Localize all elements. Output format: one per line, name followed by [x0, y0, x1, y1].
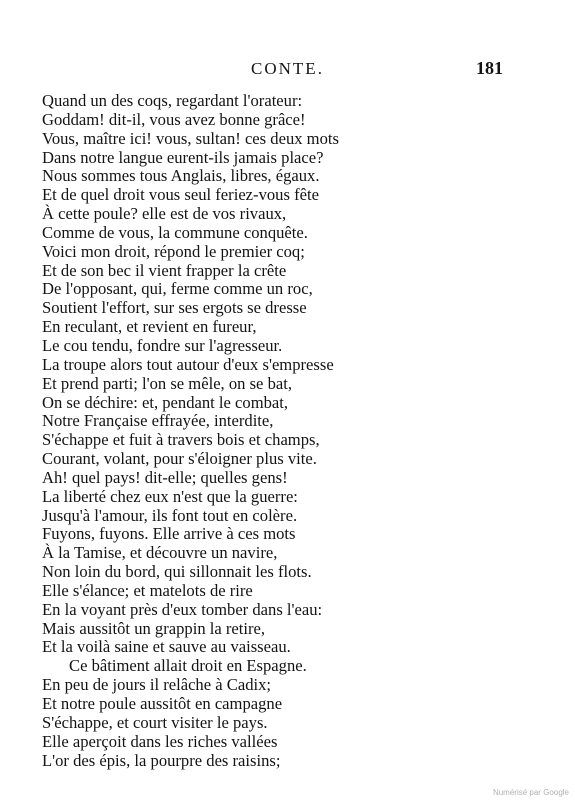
verse-line: En la voyant près d'eux tomber dans l'eau: — [42, 599, 323, 619]
verse-line: Voici mon droit, répond le premier coq; — [42, 241, 305, 261]
running-title: CONTE. — [251, 59, 324, 78]
verse-line: Jusqu'à l'amour, ils font tout en colère. — [42, 505, 298, 525]
verse-line: Elle s'élance; et matelots de rire — [42, 580, 253, 600]
verse-line: Et de quel droit vous seul feriez-vous fête — [42, 185, 319, 205]
verse-line: Comme de vous, la commune conquête. — [42, 222, 308, 242]
verse-line: On se déchire: et, pendant le combat, — [42, 392, 289, 412]
verse-line: Quand un des coqs, regardant l'orateur: — [42, 91, 303, 110]
page-number: 181 — [476, 58, 503, 78]
verse-line: La liberté chez eux n'est que la guerre: — [42, 486, 298, 506]
verse-line: Et prend parti; l'on se mêle, on se bat, — [42, 373, 292, 393]
verse-line: Ce bâtiment allait droit en Espagne. — [69, 656, 307, 676]
verse-line: De l'opposant, qui, ferme comme un roc, — [42, 279, 313, 299]
verse-line: Mais aussitôt un grappin la retire, — [42, 618, 266, 638]
verse-line: Soutient l'effort, sur ses ergots se dresse — [42, 298, 307, 318]
verse-line: Dans notre langue eurent-ils jamais place? — [42, 147, 324, 167]
verse-line: La troupe alors tout autour d'eux s'empresse — [42, 354, 334, 374]
verse-line: En peu de jours il relâche à Cadix; — [42, 675, 272, 695]
verse-line: Notre Française effrayée, interdite, — [42, 411, 274, 431]
verse-line: Le cou tendu, fondre sur l'agresseur. — [42, 335, 283, 355]
verse-line: Nous sommes tous Anglais, libres, égaux. — [42, 166, 320, 186]
verse-line: S'échappe, et court visiter le pays. — [42, 712, 268, 732]
digitization-watermark: Numérisé par Google — [492, 788, 569, 797]
verse-line: Et de son bec il vient frapper la crête — [42, 260, 287, 280]
verse-line: Et la voilà saine et sauve au vaisseau. — [42, 637, 291, 657]
verse-line: Vous, maître ici! vous, sultan! ces deux mots — [42, 128, 339, 148]
verse-line: Courant, volant, pour s'éloigner plus vite. — [42, 449, 317, 469]
verse-line: À la Tamise, et découvre un navire, — [42, 543, 278, 563]
verse-line: Fuyons, fuyons. Elle arrive à ces mots — [42, 524, 296, 544]
poem-verse — [42, 92, 562, 770]
verse-line: Non loin du bord, qui sillonnait les flots. — [42, 562, 312, 582]
verse-line: Et notre poule aussitôt en campagne — [42, 694, 283, 713]
verse-line: S'échappe et fuit à travers bois et champs, — [42, 430, 320, 450]
verse-line: En reculant, et revient en fureur, — [42, 317, 257, 337]
verse-line: L'or des épis, la pourpre des raisins; — [42, 750, 281, 770]
verse-line: Elle aperçoit dans les riches vallées — [42, 731, 278, 751]
verse-line: À cette poule? elle est de vos rivaux, — [42, 204, 287, 224]
verse-line: Goddam! dit-il, vous avez bonne grâce! — [42, 109, 306, 129]
verse-line: Ah! quel pays! dit-elle; quelles gens! — [42, 467, 288, 487]
